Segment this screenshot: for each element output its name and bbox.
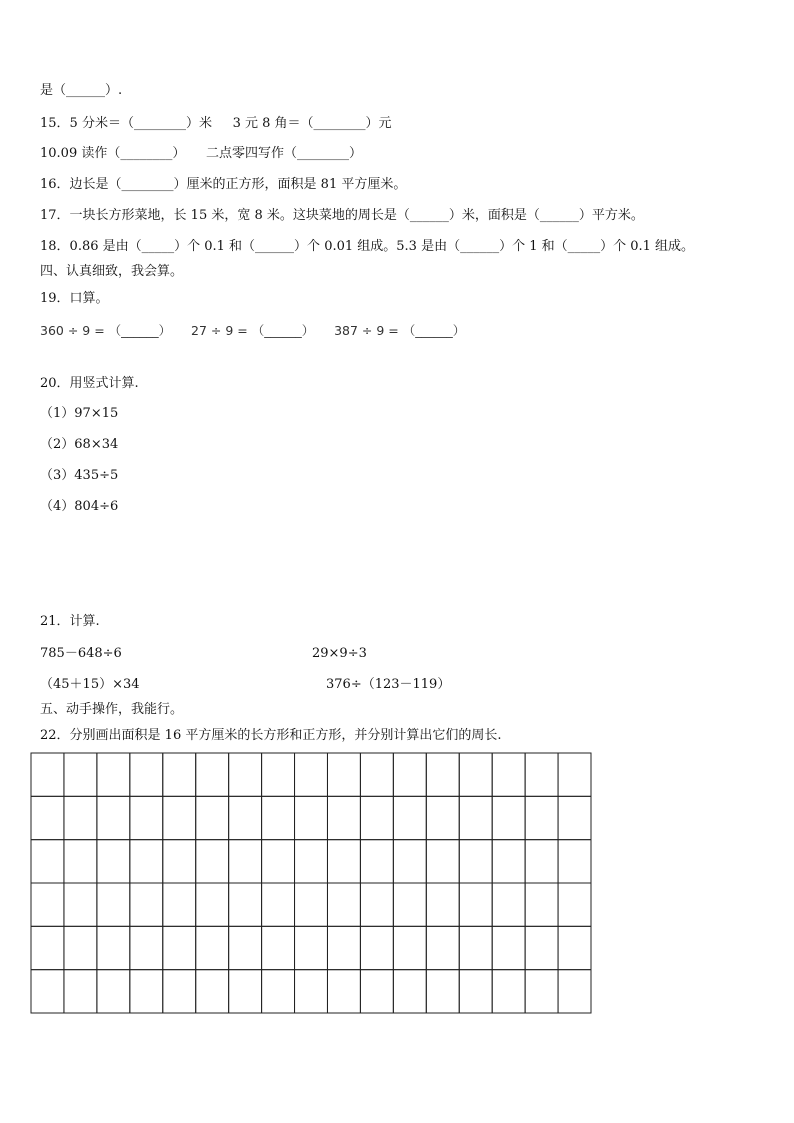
grid-cell[interactable] xyxy=(360,970,393,1013)
grid-cell[interactable] xyxy=(360,926,393,969)
q20-item-1: （1）97×15 xyxy=(40,406,119,421)
q20-item-3: （3）435÷5 xyxy=(40,468,119,483)
grid-cell[interactable] xyxy=(525,796,558,839)
grid-cell[interactable] xyxy=(327,883,360,926)
grid-cell[interactable] xyxy=(426,753,459,796)
grid-cell[interactable] xyxy=(163,970,196,1013)
grid-cell[interactable] xyxy=(393,883,426,926)
q14-tail: 是（______）. xyxy=(40,83,123,98)
grid-cell[interactable] xyxy=(492,753,525,796)
grid-cell[interactable] xyxy=(130,970,163,1013)
grid-cell[interactable] xyxy=(196,883,229,926)
grid-cell[interactable] xyxy=(558,796,591,839)
grid-cell[interactable] xyxy=(426,926,459,969)
q20-item-4: （4）804÷6 xyxy=(40,499,119,514)
grid-cell[interactable] xyxy=(196,840,229,883)
grid-cell[interactable] xyxy=(196,970,229,1013)
grid-cell[interactable] xyxy=(262,840,295,883)
grid-cell[interactable] xyxy=(97,970,130,1013)
grid-cell[interactable] xyxy=(492,796,525,839)
grid-cell[interactable] xyxy=(31,796,64,839)
q21-expr-b: 29×9÷3 xyxy=(312,646,367,661)
grid-cell[interactable] xyxy=(492,926,525,969)
grid-cell[interactable] xyxy=(229,840,262,883)
section-5-heading: 五、动手操作，我能行。 xyxy=(40,702,184,717)
q18: 18．0.86 是由（_____）个 0.1 和（______）个 0.01 组成。5.3 是由（______）个 1 和（_____）个 0.1 组成。 xyxy=(40,239,695,254)
grid-cell[interactable] xyxy=(525,970,558,1013)
grid-cell[interactable] xyxy=(97,883,130,926)
grid-cell[interactable] xyxy=(558,970,591,1013)
grid-cell[interactable] xyxy=(295,840,328,883)
grid-cell[interactable] xyxy=(130,840,163,883)
grid-cell[interactable] xyxy=(558,883,591,926)
q17: 17．一块长方形菜地，长 15 米，宽 8 米。这块菜地的周长是（______）米，面积是（______）平方米。 xyxy=(40,208,644,223)
q19-oral-calc: 360 ÷ 9 = （______） 27 ÷ 9 = （______） 387 ÷ 9 = （______） xyxy=(40,323,466,338)
grid-cell[interactable] xyxy=(492,840,525,883)
grid-cell[interactable] xyxy=(163,796,196,839)
grid-cell[interactable] xyxy=(229,753,262,796)
q15-line2: 10.09 读作（________） 二点零四写作（________） xyxy=(40,146,363,161)
grid-cell[interactable] xyxy=(393,926,426,969)
grid-cell[interactable] xyxy=(459,926,492,969)
grid-cell[interactable] xyxy=(229,926,262,969)
grid-cell[interactable] xyxy=(492,883,525,926)
q21-expr-a: 785－648÷6 xyxy=(40,646,122,661)
grid-cell[interactable] xyxy=(327,970,360,1013)
grid-cell[interactable] xyxy=(327,926,360,969)
grid-cell[interactable] xyxy=(426,883,459,926)
q20-title: 20．用竖式计算. xyxy=(40,376,139,391)
q21-expr-d: 376÷（123－119） xyxy=(326,677,451,692)
grid-cell[interactable] xyxy=(31,883,64,926)
section-4-heading: 四、认真细致，我会算。 xyxy=(40,264,184,279)
q16: 16．边长是（________）厘米的正方形，面积是 81 平方厘米。 xyxy=(40,177,407,192)
grid-cell[interactable] xyxy=(163,840,196,883)
grid-cell[interactable] xyxy=(262,796,295,839)
grid-cell[interactable] xyxy=(426,970,459,1013)
grid-cell[interactable] xyxy=(525,926,558,969)
grid-cell[interactable] xyxy=(64,753,97,796)
grid-cell[interactable] xyxy=(459,840,492,883)
grid-cell[interactable] xyxy=(295,796,328,839)
grid-cell[interactable] xyxy=(295,883,328,926)
grid-cell[interactable] xyxy=(295,753,328,796)
grid-cell[interactable] xyxy=(459,796,492,839)
grid-cell[interactable] xyxy=(64,796,97,839)
grid-cell[interactable] xyxy=(262,970,295,1013)
grid-cell[interactable] xyxy=(97,796,130,839)
grid-cell[interactable] xyxy=(459,883,492,926)
grid-cell[interactable] xyxy=(558,926,591,969)
grid-cell[interactable] xyxy=(229,970,262,1013)
grid-cell[interactable] xyxy=(31,970,64,1013)
grid-cell[interactable] xyxy=(64,970,97,1013)
grid-cell[interactable] xyxy=(163,753,196,796)
grid-cell[interactable] xyxy=(525,883,558,926)
grid-cell[interactable] xyxy=(393,796,426,839)
grid-cell[interactable] xyxy=(295,970,328,1013)
grid-cell[interactable] xyxy=(558,840,591,883)
grid-cell[interactable] xyxy=(295,926,328,969)
grid-cell[interactable] xyxy=(492,970,525,1013)
grid-cell[interactable] xyxy=(360,840,393,883)
q22-title: 22．分别画出面积是 16 平方厘米的长方形和正方形，并分别计算出它们的周长. xyxy=(40,728,502,743)
q21-expr-c: （45＋15）×34 xyxy=(40,677,140,692)
grid-cell[interactable] xyxy=(262,883,295,926)
grid-cell[interactable] xyxy=(64,883,97,926)
drawing-grid[interactable] xyxy=(30,752,592,1014)
grid-cell[interactable] xyxy=(64,840,97,883)
grid-cell[interactable] xyxy=(196,796,229,839)
grid-cell[interactable] xyxy=(426,796,459,839)
grid-cell[interactable] xyxy=(262,926,295,969)
grid-cell[interactable] xyxy=(525,840,558,883)
grid-cell[interactable] xyxy=(97,840,130,883)
grid-cell[interactable] xyxy=(525,753,558,796)
grid-cell[interactable] xyxy=(196,926,229,969)
grid-cell[interactable] xyxy=(327,753,360,796)
grid-cell[interactable] xyxy=(196,753,229,796)
grid-cell[interactable] xyxy=(130,796,163,839)
grid-cell[interactable] xyxy=(97,753,130,796)
q21-title: 21．计算. xyxy=(40,614,100,629)
grid-cell[interactable] xyxy=(31,840,64,883)
grid-cell[interactable] xyxy=(229,883,262,926)
grid-cell[interactable] xyxy=(64,926,97,969)
grid-cell[interactable] xyxy=(327,840,360,883)
grid-cell[interactable] xyxy=(459,753,492,796)
grid-cell[interactable] xyxy=(558,753,591,796)
grid-cell[interactable] xyxy=(393,840,426,883)
grid-cell[interactable] xyxy=(97,926,130,969)
q20-item-2: （2）68×34 xyxy=(40,437,119,452)
grid-cell[interactable] xyxy=(459,970,492,1013)
grid-cell[interactable] xyxy=(360,753,393,796)
grid-cell[interactable] xyxy=(229,796,262,839)
grid-cell[interactable] xyxy=(360,796,393,839)
grid-cell[interactable] xyxy=(130,883,163,926)
grid-cell[interactable] xyxy=(163,883,196,926)
grid-cell[interactable] xyxy=(327,796,360,839)
grid-cell[interactable] xyxy=(163,926,196,969)
q19-title: 19．口算。 xyxy=(40,291,109,306)
grid-cell[interactable] xyxy=(130,926,163,969)
q15-line1: 15．5 分米＝（________）米 3 元 8 角＝（________）元 xyxy=(40,116,392,131)
grid-cell[interactable] xyxy=(31,753,64,796)
grid-cell[interactable] xyxy=(393,970,426,1013)
grid-cell[interactable] xyxy=(393,753,426,796)
grid-cell[interactable] xyxy=(130,753,163,796)
grid-cell[interactable] xyxy=(262,753,295,796)
grid-cell[interactable] xyxy=(31,926,64,969)
grid-cell[interactable] xyxy=(426,840,459,883)
grid-cell[interactable] xyxy=(360,883,393,926)
